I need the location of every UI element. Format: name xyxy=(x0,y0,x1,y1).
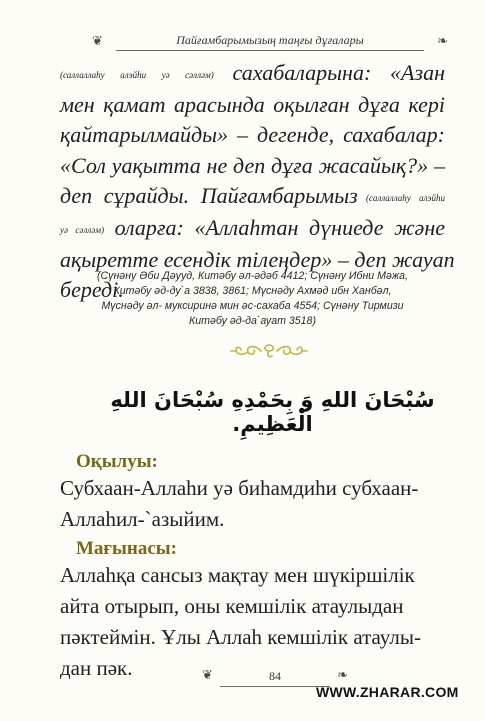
footer-ornament-left-icon: ❦ xyxy=(202,667,213,682)
main-line-text: деп сұрайды. Пайғамбарымыз xyxy=(60,182,358,208)
footer-rule xyxy=(220,686,330,687)
site-watermark: WWW.ZHARAR.COM xyxy=(316,684,459,700)
main-line xyxy=(60,151,445,181)
arabic-dhikr: سُبْحَانَ اللهِ وَ بِحَمْدِهِ سُبْحَانَ اللهِ الْعَظِيمِ. xyxy=(110,388,435,436)
footer-ornament-right-icon: ❧ xyxy=(337,667,348,682)
salawat-note: (саллаллаһу алэйһи уә сәлләм) xyxy=(60,70,214,80)
header-rule xyxy=(116,50,424,51)
main-line-text: сахабаларына: «Азан xyxy=(213,60,445,85)
main-line-text: «Сол уақытта не деп дұға жасайық?» – xyxy=(60,152,445,178)
reading-heading: Оқылуы: xyxy=(76,451,158,472)
meaning-line: дан пәк. xyxy=(60,656,133,680)
main-line xyxy=(60,213,445,245)
salawat-note: (саллаллаһу алэйһи xyxy=(357,192,445,203)
reading-line: Субхаан-Аллаһи уә биһамдиһи субхаан- xyxy=(60,476,419,500)
reference-line: Китәбу әд-да`ауат 3518) xyxy=(189,315,316,327)
salawat-note: уә сәлләм) xyxy=(60,225,104,236)
meaning-heading: Мағынасы: xyxy=(76,538,177,559)
header-ornament-left-icon: ❦ xyxy=(92,33,103,48)
meaning-line: пәктеймін. Ұлы Аллаһ кемшілік атаулы- xyxy=(60,625,421,649)
running-header-title: Пайғамбарымызың таңғы дұғалары xyxy=(176,33,364,47)
main-line-text: оларға: «Аллаһтан дүниеде және xyxy=(103,215,446,241)
main-line xyxy=(60,120,445,150)
running-header xyxy=(92,30,448,52)
main-line-text: мен қамат арасында оқылған дұға кері xyxy=(60,92,445,118)
reading-line: Аллаһил-`азыйим. xyxy=(60,507,225,531)
main-line-text: береді. xyxy=(60,277,124,303)
reference-line: Китәбу әд-ду`а 3838, 3861; Мүснәду Ахмәд ибн Ханбәл, xyxy=(113,285,392,297)
reference-line: Мүснәду әл- муксиринә мин әс-сахаба 4554; Сүнәну Тирмизи xyxy=(101,300,404,312)
meaning-line: айта отырып, оны кемшілік атаулыдан xyxy=(60,594,404,618)
main-line xyxy=(60,90,445,120)
header-ornament-right-icon: ❧ xyxy=(437,33,448,48)
ornamental-divider-icon xyxy=(228,340,310,362)
main-line-text: ақыретте есендік тілеңдер» – деп жауап xyxy=(60,247,455,273)
reading-text xyxy=(60,473,448,535)
main-line xyxy=(60,58,445,90)
meaning-line: Аллаһқа сансыз мақтау мен шүкіршілік xyxy=(60,563,415,587)
references xyxy=(60,269,445,329)
main-line-text: қайтарылмайды» – дегенде, сахабалар: xyxy=(60,122,445,148)
page-number: 84 xyxy=(269,669,281,683)
main-line xyxy=(60,181,445,213)
reference-line: (Сүнәну Әби Дәууд, Китәбу әл-әдәб 4412; Сүнәну Ибни Мәжа, xyxy=(97,270,408,282)
